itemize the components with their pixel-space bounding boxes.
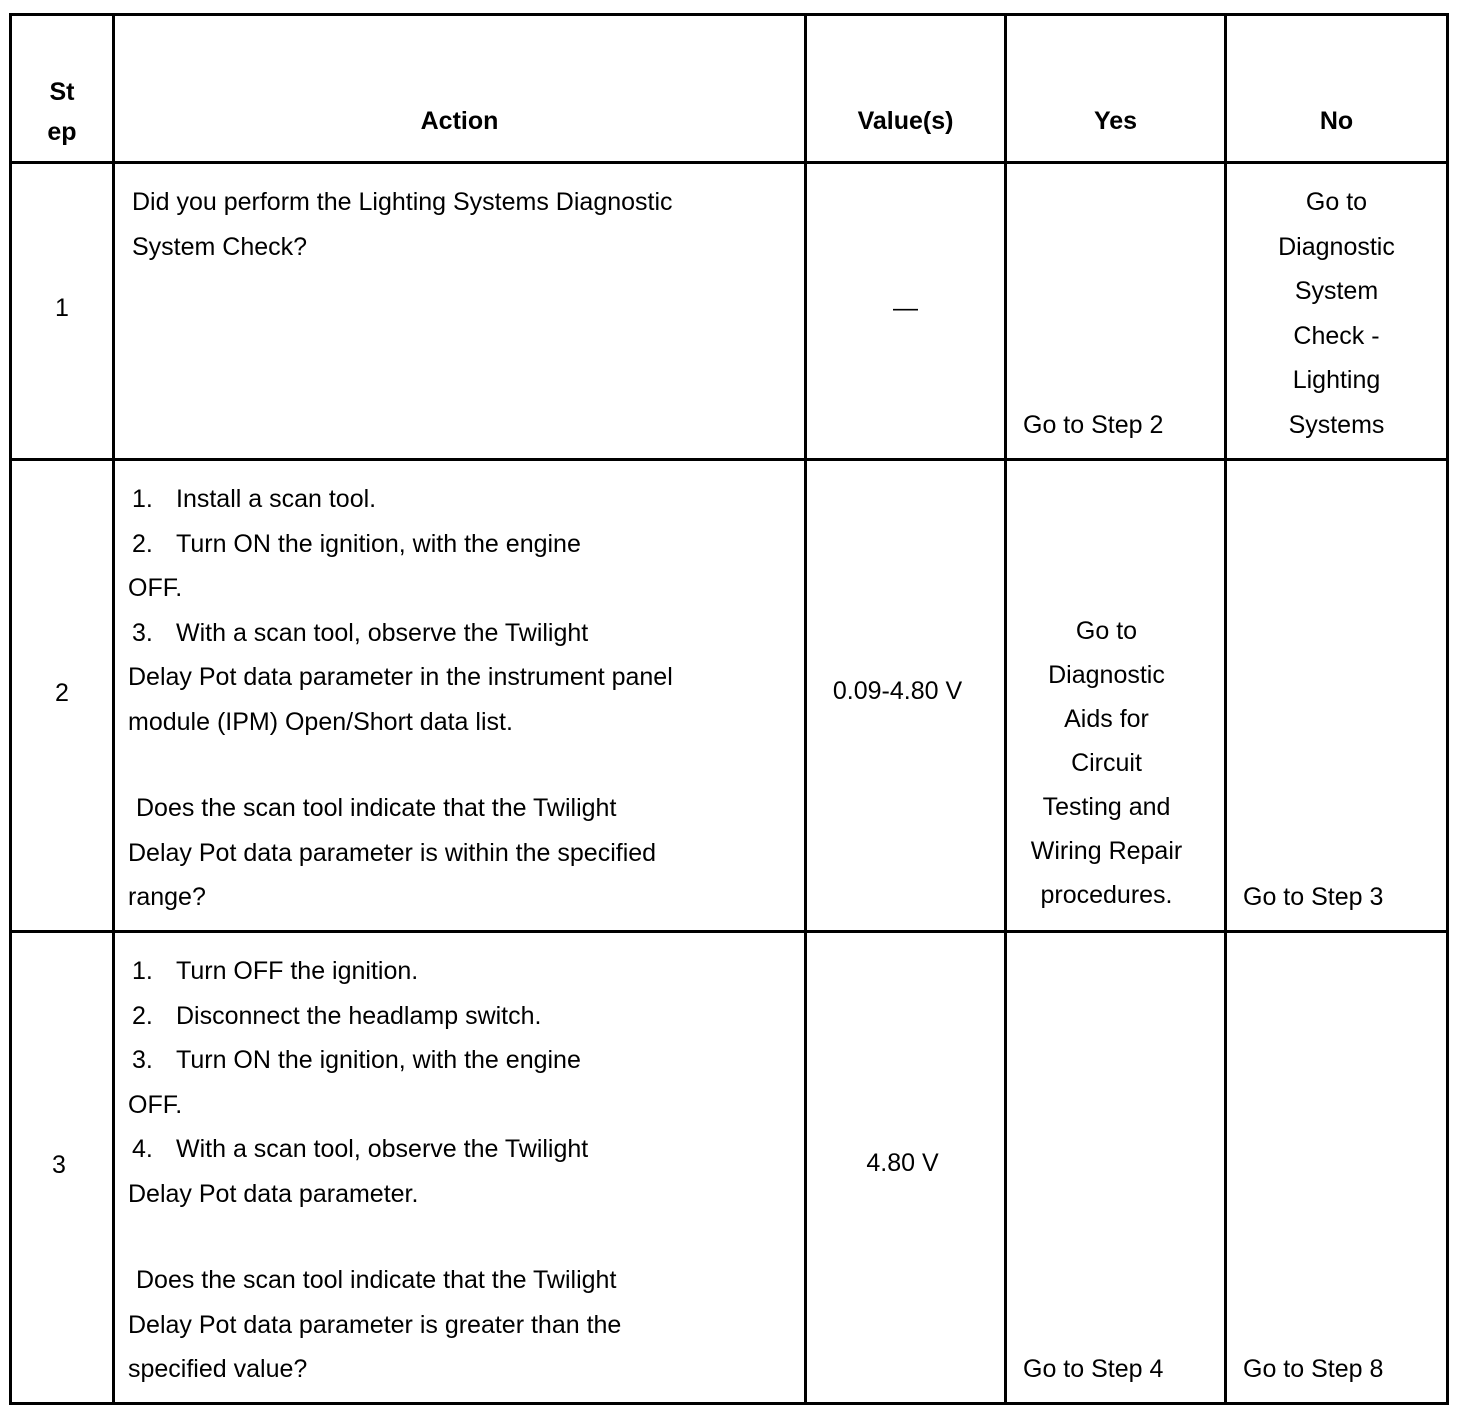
header-no-label: No bbox=[1319, 107, 1354, 135]
header-step-line2: ep bbox=[47, 118, 77, 146]
diagnostic-table-container bbox=[9, 13, 1449, 1405]
yes-text-line: Aids for bbox=[1064, 705, 1149, 733]
question-line: Delay Pot data parameter is greater than the bbox=[128, 1310, 622, 1339]
list-number: 2. bbox=[132, 1001, 153, 1030]
yes-cell bbox=[1006, 460, 1226, 932]
action-text-line: Delay Pot data parameter. bbox=[128, 1179, 419, 1208]
header-action bbox=[114, 15, 806, 163]
list-item bbox=[128, 611, 794, 656]
no-text-line: Go to bbox=[1305, 188, 1368, 216]
header-step bbox=[11, 15, 114, 163]
value-text: — bbox=[893, 294, 918, 322]
yes-text-line: Circuit bbox=[1071, 749, 1142, 777]
list-text: Turn OFF the ignition. bbox=[176, 957, 419, 985]
no-cell bbox=[1226, 163, 1448, 460]
header-step-line1: St bbox=[49, 78, 75, 106]
no-cell bbox=[1226, 460, 1448, 932]
question-line: specified value? bbox=[128, 1355, 308, 1383]
no-text-line: Lighting bbox=[1292, 366, 1381, 394]
value-text: 0.09-4.80 V bbox=[832, 677, 963, 705]
step-number: 2 bbox=[55, 679, 69, 707]
diagnostic-table bbox=[9, 13, 1449, 1405]
value-cell bbox=[806, 163, 1006, 460]
list-item bbox=[128, 477, 794, 522]
action-text-line: Did you perform the Lighting Systems Diagnostic bbox=[132, 188, 673, 216]
list-text: Turn ON the ignition, with the engine bbox=[176, 529, 581, 558]
yes-text-line: Testing and bbox=[1042, 793, 1171, 821]
no-text-line: Diagnostic bbox=[1278, 232, 1395, 261]
list-text: With a scan tool, observe the Twilight bbox=[176, 618, 589, 647]
no-text: Go to Step 8 bbox=[1243, 1355, 1384, 1383]
step-cell bbox=[11, 460, 114, 932]
no-text-line: Check - bbox=[1293, 321, 1380, 350]
list-text: Disconnect the headlamp switch. bbox=[176, 1001, 542, 1030]
list-text: With a scan tool, observe the Twilight bbox=[176, 1135, 589, 1163]
step-cell bbox=[11, 163, 114, 460]
list-number: 1. bbox=[132, 485, 153, 513]
header-values-label: Value(s) bbox=[857, 107, 954, 135]
yes-text-line: Wiring Repair bbox=[1030, 837, 1183, 865]
list-number: 1. bbox=[132, 957, 153, 985]
action-text-line: System Check? bbox=[132, 232, 308, 261]
table-row bbox=[11, 932, 1448, 1404]
header-yes-label: Yes bbox=[1093, 107, 1138, 135]
table-row bbox=[11, 460, 1448, 932]
header-no bbox=[1226, 15, 1448, 163]
step-number: 1 bbox=[55, 294, 69, 322]
value-cell bbox=[806, 932, 1006, 1404]
no-cell bbox=[1226, 932, 1448, 1404]
step-number: 3 bbox=[52, 1151, 66, 1179]
header-row bbox=[11, 15, 1448, 163]
question-line: range? bbox=[128, 883, 206, 911]
list-item bbox=[128, 522, 794, 567]
yes-text: Go to Step 2 bbox=[1023, 411, 1164, 439]
header-action-label: Action bbox=[420, 107, 499, 135]
list-item bbox=[128, 994, 794, 1039]
list-item bbox=[128, 949, 794, 994]
list-number: 4. bbox=[132, 1135, 153, 1163]
list-item bbox=[128, 1038, 794, 1083]
header-values bbox=[806, 15, 1006, 163]
header-yes bbox=[1006, 15, 1226, 163]
no-text-line: System bbox=[1294, 277, 1379, 305]
yes-cell bbox=[1006, 932, 1226, 1404]
no-text: Go to Step 3 bbox=[1243, 883, 1384, 911]
action-text-line: OFF. bbox=[128, 574, 183, 602]
list-item bbox=[128, 1127, 794, 1172]
action-cell bbox=[114, 932, 806, 1404]
action-text-line: Delay Pot data parameter in the instrument panel bbox=[128, 663, 673, 691]
yes-text-line: Diagnostic bbox=[1048, 661, 1165, 689]
action-cell bbox=[114, 460, 806, 932]
action-text-line: module (IPM) Open/Short data list. bbox=[128, 707, 513, 736]
list-number: 3. bbox=[132, 618, 153, 647]
action-text-line: OFF. bbox=[128, 1090, 183, 1119]
action-cell bbox=[114, 163, 806, 460]
question-line: Delay Pot data parameter is within the specified bbox=[128, 838, 657, 867]
question-line: Does the scan tool indicate that the Twilight bbox=[136, 794, 617, 822]
list-number: 3. bbox=[132, 1046, 153, 1074]
table-row bbox=[11, 163, 1448, 460]
no-text-line: Systems bbox=[1288, 410, 1385, 439]
list-number: 2. bbox=[132, 529, 153, 558]
yes-text: Go to Step 4 bbox=[1023, 1355, 1164, 1383]
list-text: Turn ON the ignition, with the engine bbox=[176, 1046, 581, 1074]
value-text: 4.80 V bbox=[866, 1149, 939, 1177]
yes-text-line: procedures. bbox=[1040, 881, 1173, 909]
list-text: Install a scan tool. bbox=[176, 485, 377, 513]
step-cell bbox=[11, 932, 114, 1404]
yes-cell bbox=[1006, 163, 1226, 460]
question-line: Does the scan tool indicate that the Twilight bbox=[136, 1266, 617, 1294]
yes-text-line: Go to bbox=[1075, 617, 1138, 645]
value-cell bbox=[806, 460, 1006, 932]
